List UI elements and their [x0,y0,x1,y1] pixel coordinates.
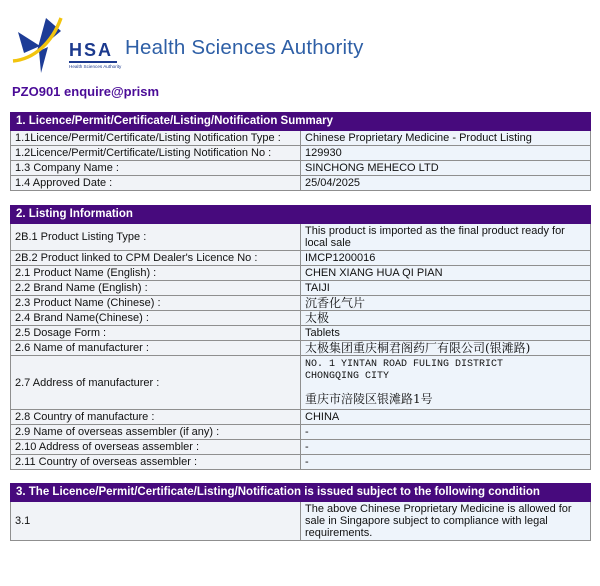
logo-caption: Health Sciences Authority [69,64,122,69]
agency-title: Health Sciences Authority [125,36,364,59]
table-row [11,425,591,440]
row-1-2-value: 129930 [301,146,591,161]
table-row [11,251,591,266]
table-row [11,266,591,281]
row-2-8-value: CHINA [301,410,591,425]
section-1-header-row [11,113,591,131]
table-row [11,502,591,541]
manufacturer-address-line-2: CHONGQING CITY [305,371,390,382]
table-row [11,281,591,296]
row-2b-1-value: This product is imported as the final product ready for local sale [301,224,591,251]
manufacturer-address-line-1: NO. 1 YINTAN ROAD FULING DISTRICT [305,359,504,370]
row-2-11-value: - [301,455,591,470]
row-1-2-label: 1.2Licence/Permit/Certificate/Listing Notification No : [11,146,301,161]
row-3-1-label: 3.1 [11,502,301,541]
row-2-7-value [301,356,591,410]
manufacturer-address-chinese: 重庆市涪陵区银滩路1号 [305,392,433,406]
table-row [11,356,591,410]
row-2-11-label: 2.11 Country of overseas assembler : [11,455,301,470]
table-row [11,311,591,326]
row-2-7-label: 2.7 Address of manufacturer : [11,356,301,410]
row-2-6-label: 2.6 Name of manufacturer : [11,341,301,356]
row-1-1-value: Chinese Proprietary Medicine - Product Listing [301,131,591,146]
row-2-10-value: - [301,440,591,455]
row-2-5-value: Tablets [301,326,591,341]
table-row [11,440,591,455]
row-2-9-value: - [301,425,591,440]
row-3-1-value: The above Chinese Proprietary Medicine is allowed for sale in Singapore subject to compliance with legal requirements. [301,502,591,541]
row-2b-2-value: IMCP1200016 [301,251,591,266]
row-2b-1-label: 2B.1 Product Listing Type : [11,224,301,251]
row-2-4-label: 2.4 Brand Name(Chinese) : [11,311,301,326]
row-2-3-label: 2.3 Product Name (Chinese) : [11,296,301,311]
row-2b-2-label: 2B.2 Product linked to CPM Dealer's Licence No : [11,251,301,266]
listing-information-table [10,205,591,470]
section-1-title: 1. Licence/Permit/Certificate/Listing/Notification Summary [11,113,591,131]
enquiry-content [10,112,591,541]
row-1-3-label: 1.3 Company Name : [11,161,301,176]
table-row [11,131,591,146]
section-3-title: 3. The Licence/Permit/Certificate/Listing/Notification is issued subject to the following condition [11,484,591,502]
row-2-2-label: 2.2 Brand Name (English) : [11,281,301,296]
logo-underline [69,61,117,63]
row-2-9-label: 2.9 Name of overseas assembler (if any) : [11,425,301,440]
row-2-8-label: 2.8 Country of manufacture : [11,410,301,425]
row-2-10-label: 2.10 Address of overseas assembler : [11,440,301,455]
section-2-title: 2. Listing Information [11,206,591,224]
table-row [11,161,591,176]
section-3-header-row [11,484,591,502]
row-1-4-label: 1.4 Approved Date : [11,176,301,191]
row-2-5-label: 2.5 Dosage Form : [11,326,301,341]
row-2-2-value: TAIJI [301,281,591,296]
table-row [11,224,591,251]
section-2-header-row [11,206,591,224]
table-row [11,146,591,161]
masthead [12,14,587,80]
row-1-4-value: 25/04/2025 [301,176,591,191]
table-row [11,176,591,191]
row-2-1-label: 2.1 Product Name (English) : [11,266,301,281]
table-row [11,296,591,311]
row-1-3-value: SINCHONG MEHECO LTD [301,161,591,176]
row-2-6-value: 太极集团重庆桐君阁药厂有限公司(银滩路) [301,341,591,356]
table-row [11,341,591,356]
table-row [11,410,591,425]
summary-table [10,112,591,191]
module-title: PZO901 enquire@prism [12,84,160,99]
row-1-1-label: 1.1Licence/Permit/Certificate/Listing Notification Type : [11,131,301,146]
row-2-1-value: CHEN XIANG HUA QI PIAN [301,266,591,281]
table-row [11,455,591,470]
logo-acronym: HSA [69,40,114,60]
table-row [11,326,591,341]
row-2-3-value: 沉香化气片 [301,296,591,311]
row-2-4-value: 太极 [301,311,591,326]
condition-table [10,483,591,541]
